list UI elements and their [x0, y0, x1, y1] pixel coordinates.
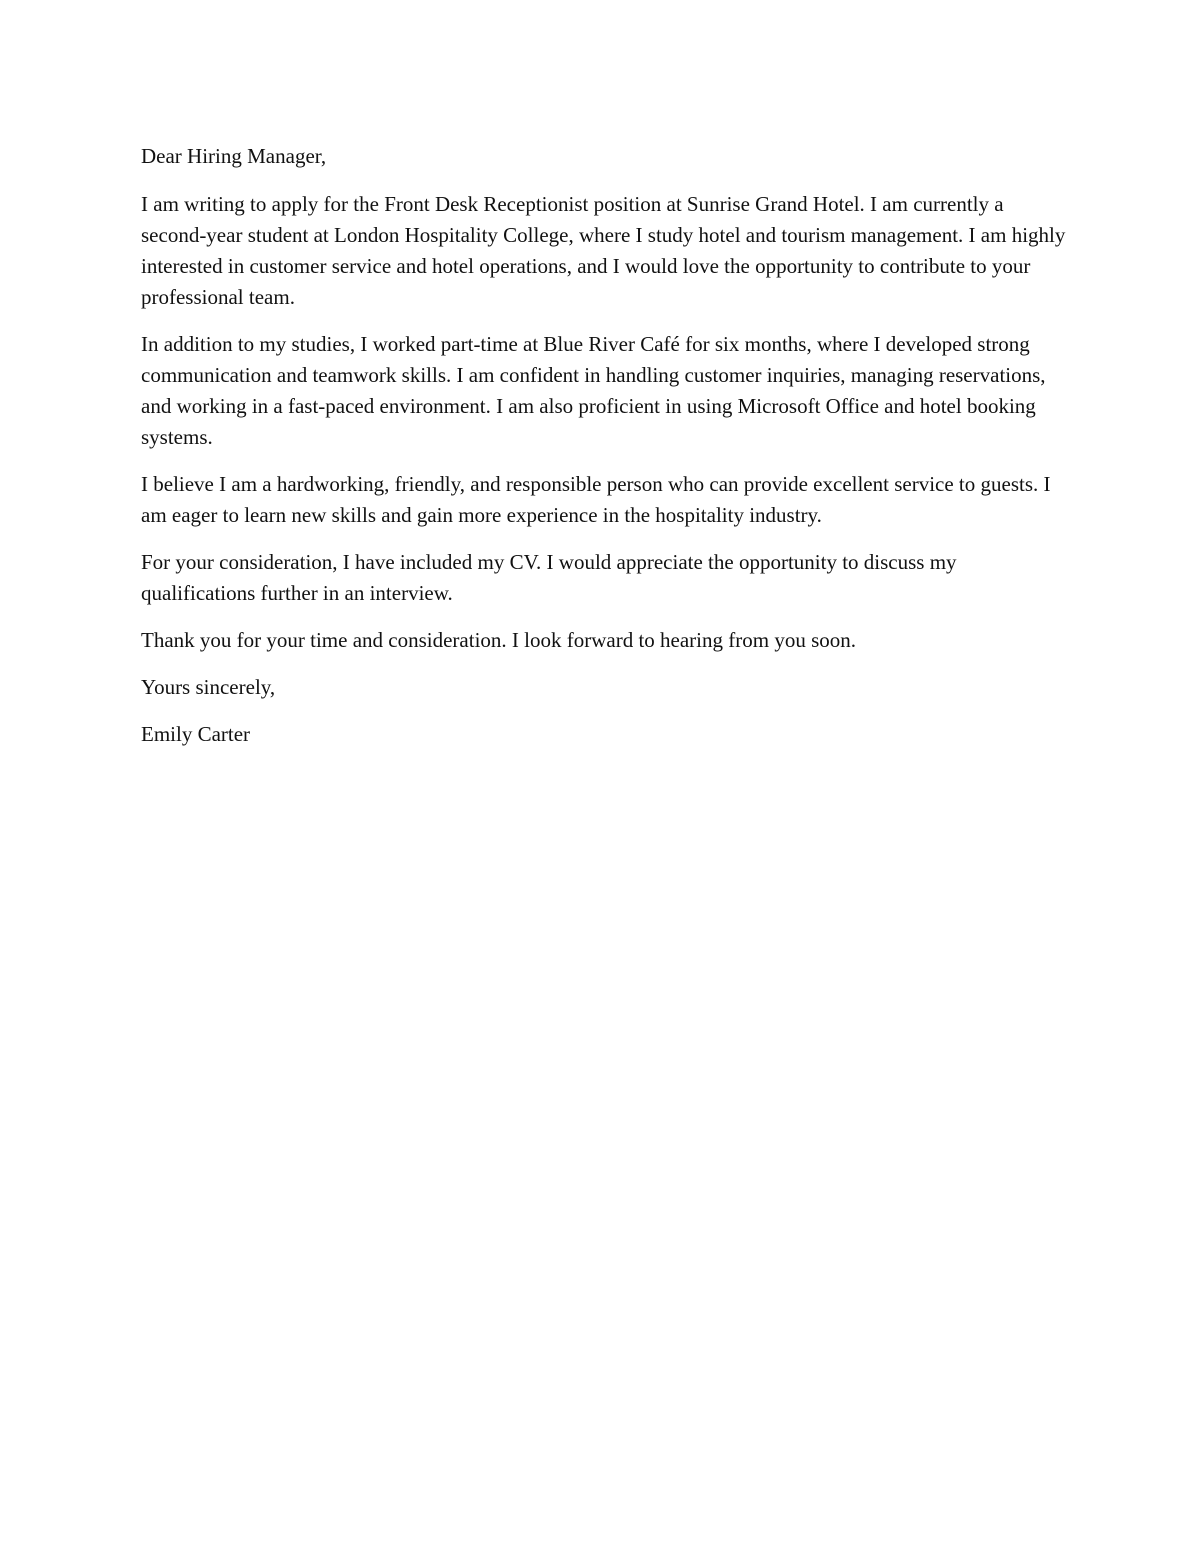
paragraph-thanks: Thank you for your time and consideration. I look forward to hearing from you soon. [141, 628, 856, 652]
paragraph-application-intro: I am writing to apply for the Front Desk Receptionist position at Sunrise Grand Hotel. I am currently a second-year student at London Hospitality College, where I study hotel and tourism management. I am highly interested in customer service and hotel operations, and I would love the opportunity to contribute to your professional team. [141, 192, 1066, 309]
paragraph-cv: For your consideration, I have included my CV. I would appreciate the opportunity to discuss my qualifications further in an interview. [141, 550, 957, 605]
cover-letter [141, 141, 1071, 766]
paragraph-qualities: I believe I am a hardworking, friendly, and responsible person who can provide excellent service to guests. I am eager to learn new skills and gain more experience in the hospitality industry. [141, 472, 1051, 527]
paragraph-experience: In addition to my studies, I worked part-time at Blue River Café for six months, where I developed strong communication and teamwork skills. I am confident in handling customer inquiries, managing reservations, and working in a fast-paced environment. I am also proficient in using Microsoft Office and hotel booking systems. [141, 332, 1046, 449]
salutation: Dear Hiring Manager, [141, 144, 327, 168]
signature: Emily Carter [141, 722, 251, 746]
closing: Yours sincerely, [141, 675, 276, 699]
